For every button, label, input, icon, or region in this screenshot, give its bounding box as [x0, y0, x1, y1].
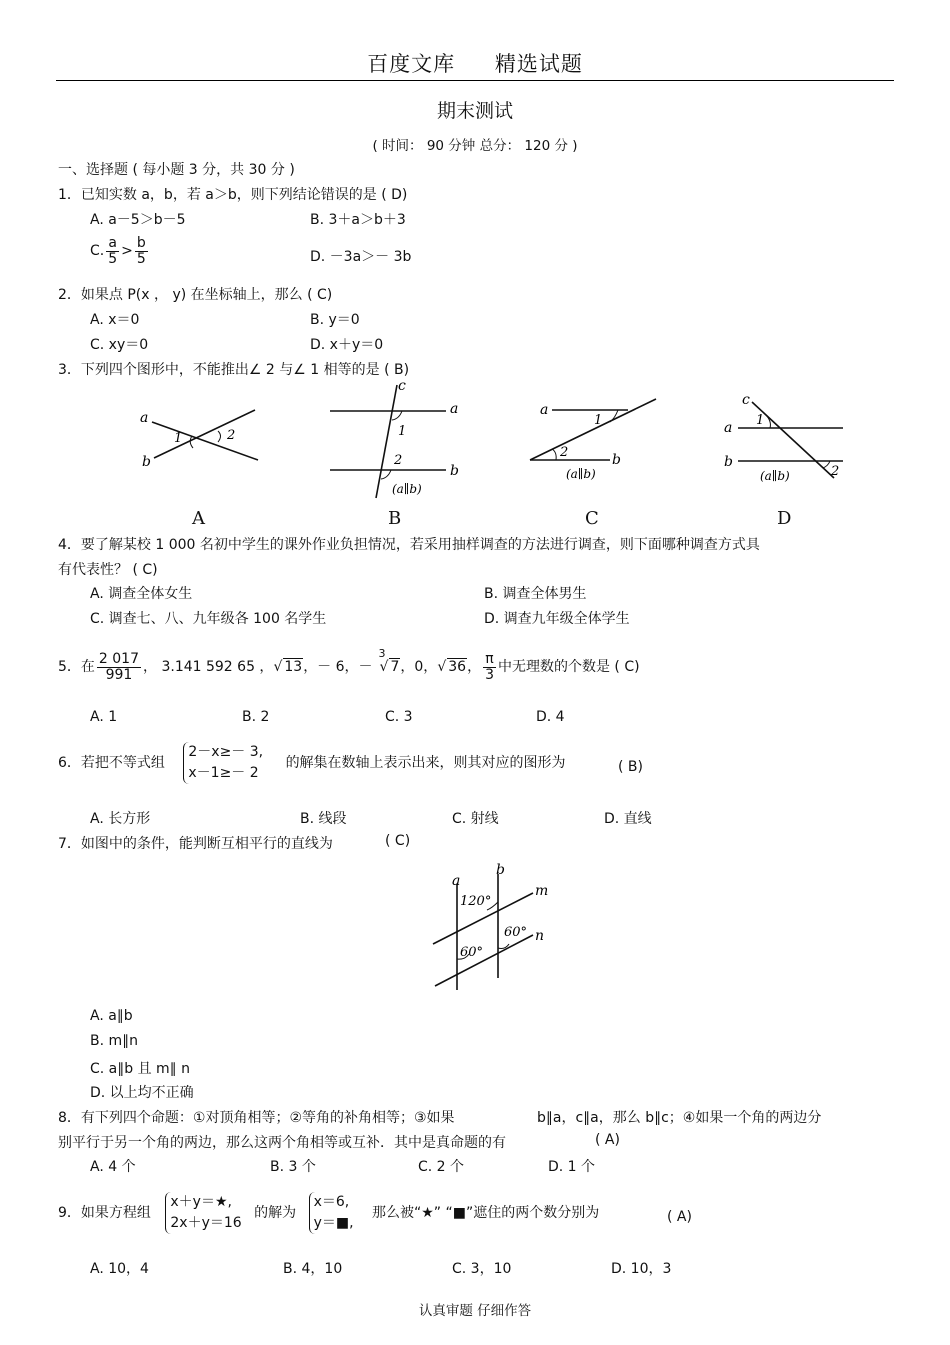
- q4-option-a: A. 调查全体女生: [90, 586, 193, 602]
- fig-a-label-b: b: [142, 454, 151, 470]
- section-heading: 一、选择题 ( 每小题 3 分，共 30 分 ): [58, 162, 295, 178]
- fig-c-label-2: 2: [560, 445, 569, 460]
- fig-b-label-2: 2: [394, 453, 403, 468]
- q3-figure-a: [140, 410, 258, 470]
- q5-mid3: ，0，: [400, 659, 438, 676]
- q8-option-d: D. 1 个: [548, 1159, 596, 1175]
- q2-option-b: B. y＝0: [310, 312, 360, 328]
- q7-option-b: B. m∥n: [90, 1033, 139, 1049]
- q8-stem-line1a: 8．有下列四个命题：①对顶角相等；②等角的补角相等；③如果: [58, 1110, 455, 1126]
- q6-stem: [58, 742, 566, 784]
- q8-answer: ( A): [595, 1132, 620, 1148]
- fig-b-label-a: a: [450, 401, 459, 417]
- q8-stem-line1b: b∥a，c∥a，那么 b∥c；④如果一个角的两边分: [537, 1110, 822, 1126]
- q5-post: 中无理数的个数是 ( C): [497, 659, 640, 676]
- q3-figure-a-caption: A: [192, 508, 205, 529]
- q5-frac: $\frac{2 017}{991}$: [98, 651, 140, 683]
- q7-option-c: C. a∥b 且 m∥ n: [90, 1061, 191, 1077]
- q2-option-c: C. xy＝0: [90, 337, 149, 353]
- fig-b-label-c: c: [398, 380, 406, 394]
- q1-c-frac2: $\frac{b}{5}$: [136, 235, 146, 267]
- q5-root-index: 3: [378, 647, 386, 661]
- q8-stem-line2: 别平行于另一个角的两边，那么这两个角相等或互补．其中是真命题的有: [58, 1135, 506, 1151]
- page-title: 期末测试: [436, 100, 513, 122]
- fig-d-label-b: b: [724, 454, 733, 470]
- page-footer: 认真审题 仔细作答: [418, 1303, 532, 1319]
- q9-solution-system: x＝6, y＝■,: [309, 1192, 354, 1234]
- q3-figure-d-caption: D: [777, 508, 792, 529]
- q1-option-c: [90, 236, 150, 266]
- q3-figures: [120, 380, 860, 500]
- q4-stem-line1: 4．要了解某校 1 000 名初中学生的课外作业负担情况，若采用抽样调查的方法进行调查，则下面哪种调查方式具: [58, 537, 760, 553]
- fig-d-label-2: 2: [831, 464, 840, 479]
- q5-pre: 5．在: [58, 659, 95, 676]
- fig-c-label-a: a: [540, 402, 549, 418]
- q1-option-d: D. －3a＞－ 3b: [310, 249, 412, 265]
- q9-stem: [58, 1192, 599, 1234]
- q7-stem: 7．如图中的条件，能判断互相平行的直线为: [58, 836, 333, 852]
- q7-angle-120: 120°: [460, 894, 492, 909]
- q5-pi-frac: $\frac{\pi}{3}$: [485, 651, 494, 683]
- q7-label-n: n: [535, 928, 545, 944]
- sqrt-icon: √: [273, 659, 283, 676]
- q7-angle-60-right: 60°: [504, 925, 528, 940]
- fig-d-label-ab: (a∥b): [760, 469, 790, 483]
- q8-option-a: A. 4 个: [90, 1159, 136, 1175]
- q4-stem-line2: 有代表性？ ( C): [58, 562, 158, 578]
- q8-option-b: B. 3 个: [270, 1159, 316, 1175]
- q6-answer: ( B): [618, 759, 643, 775]
- q4-option-b: B. 调查全体男生: [484, 586, 587, 602]
- q9-post: 那么被“★” “■”遮住的两个数分别为: [372, 1205, 600, 1221]
- q7-option-a: A. a∥b: [90, 1008, 133, 1024]
- q6-option-d: D. 直线: [604, 811, 652, 827]
- q5-stem: [58, 647, 640, 683]
- q4-option-c: C. 调查七、八、九年级各 100 名学生: [90, 611, 327, 627]
- q1-option-a: A. a－5＞b－5: [90, 212, 186, 228]
- q7-label-b: b: [496, 862, 505, 878]
- q7-label-a: a: [452, 873, 461, 889]
- q6-pre: 6．若把不等式组: [58, 755, 165, 771]
- q1-c-frac1: $\frac{a}{5}$: [108, 235, 118, 267]
- q7-figure: [425, 858, 555, 994]
- fig-c-label-1: 1: [594, 413, 603, 428]
- q9-equation-system: x＋y＝★, 2x＋y＝16: [165, 1192, 241, 1234]
- q5-option-a: A. 1: [90, 709, 118, 725]
- q8-option-c: C. 2 个: [418, 1159, 465, 1175]
- fig-d-label-a: a: [724, 420, 733, 436]
- q9-option-b: B. 4，10: [283, 1261, 343, 1277]
- fig-d-label-1: 1: [756, 413, 765, 428]
- q1-option-b: B. 3＋a＞b＋3: [310, 212, 406, 228]
- q5-option-d: D. 4: [536, 709, 565, 725]
- q5-radicand2: 7: [390, 659, 400, 676]
- q5-mid1: ， 3.141 592 65 ，: [143, 659, 274, 676]
- sqrt-icon: √: [437, 659, 447, 676]
- q5-radicand1: 13: [284, 659, 303, 676]
- header-right: 精选试题: [494, 52, 583, 76]
- q7-option-d: D. 以上均不正确: [90, 1085, 194, 1101]
- cbrt-icon: √: [379, 659, 389, 676]
- fig-c-label-ab: (a∥b): [566, 467, 596, 481]
- q2-option-d: D. x＋y＝0: [310, 337, 384, 353]
- fig-b-label-b: b: [450, 463, 459, 479]
- q9-answer: ( A): [667, 1209, 692, 1225]
- q2-option-a: A. x＝0: [90, 312, 140, 328]
- q7-angle-60-left: 60°: [460, 945, 484, 960]
- q9-pre: 9．如果方程组: [58, 1205, 151, 1221]
- q3-figure-b: [330, 380, 459, 498]
- page-header: [0, 48, 950, 78]
- q6-post: 的解集在数轴上表示出来，则其对应的图形为: [285, 755, 566, 771]
- q9-option-d: D. 10，3: [611, 1261, 672, 1277]
- fig-c-label-b: b: [612, 452, 621, 468]
- q2-stem: 2．如果点 P(x ， y) 在坐标轴上，那么 ( C): [58, 287, 333, 303]
- q9-option-c: C. 3，10: [452, 1261, 512, 1277]
- q3-figure-b-caption: B: [388, 508, 402, 529]
- exam-info: ( 时间： 90 分钟 总分： 120 分 ): [372, 138, 578, 154]
- fig-b-label-1: 1: [398, 424, 407, 439]
- q6-option-a: A. 长方形: [90, 811, 151, 827]
- q9-option-a: A. 10，4: [90, 1261, 149, 1277]
- q3-stem: 3．下列四个图形中，不能推出∠ 2 与∠ 1 相等的是 ( B): [58, 362, 410, 378]
- q1-stem: 1．已知实数 a，b，若 a＞b，则下列结论错误的是 ( D): [58, 187, 408, 203]
- q3-figure-c: [530, 399, 656, 481]
- q5-mid4: ，: [467, 659, 482, 676]
- q5-mid2: ，－ 6，－: [303, 659, 373, 676]
- q7-label-m: m: [535, 883, 549, 899]
- q5-option-b: B. 2: [242, 709, 270, 725]
- q6-option-b: B. 线段: [300, 811, 347, 827]
- q3-figure-c-caption: C: [585, 508, 599, 529]
- header-rule: [56, 80, 894, 81]
- q5-option-c: C. 3: [385, 709, 413, 725]
- fig-b-label-ab: (a∥b): [392, 482, 422, 496]
- q4-option-d: D. 调查九年级全体学生: [484, 611, 630, 627]
- q1-c-label: C.: [90, 243, 105, 260]
- q9-mid: 的解为: [254, 1205, 297, 1221]
- fig-a-label-2: 2: [227, 428, 236, 443]
- header-left: 百度文库: [367, 52, 456, 76]
- q6-inequality-system: 2－x≥－ 3, x－1≥－ 2: [183, 742, 263, 784]
- q3-figure-d: [724, 392, 843, 483]
- q6-option-c: C. 射线: [452, 811, 499, 827]
- fig-a-label-1: 1: [174, 431, 183, 446]
- fig-a-label-a: a: [140, 410, 149, 426]
- q1-c-op: >: [121, 243, 133, 260]
- q5-radicand3: 36: [448, 659, 467, 676]
- fig-d-label-c: c: [742, 392, 750, 408]
- q7-answer: ( C): [385, 833, 411, 849]
